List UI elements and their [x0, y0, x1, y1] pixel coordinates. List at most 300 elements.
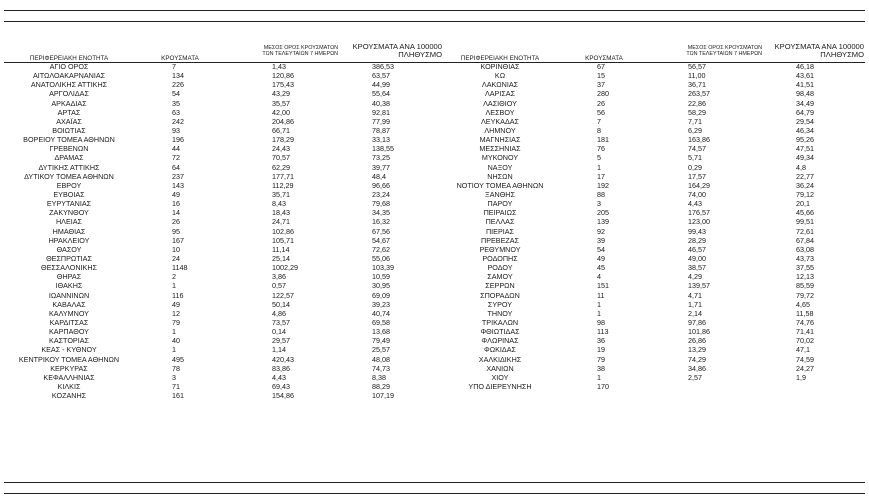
region-cell: ΘΑΣΟΥ	[56, 244, 82, 254]
per100k-cell: 20,1	[796, 199, 810, 209]
region-cell: ΔΥΤΙΚΗΣ ΑΤΤΙΚΗΣ	[38, 162, 100, 172]
cases-cell: 39	[597, 235, 605, 245]
region-cell: ΚΩ	[494, 71, 506, 81]
cases-cell: 1	[172, 281, 176, 291]
region-cell: ΔΥΤΙΚΟΥ ΤΟΜΕΑ ΑΘΗΝΩΝ	[24, 171, 114, 181]
region-cell: ΚΑΒΑΛΑΣ	[52, 299, 86, 309]
avg7-cell: 122,57	[272, 290, 294, 300]
table-row	[440, 263, 869, 272]
cases-cell: 64	[172, 162, 180, 172]
avg7-cell: 66,71	[272, 125, 290, 135]
avg7-cell: 11,14	[272, 244, 290, 254]
region-cell: ΥΠΟ ΔΙΕΡΕΥΝΗΣΗ	[468, 381, 532, 391]
region-cell: ΣΠΟΡΑΔΩΝ	[480, 290, 520, 300]
avg7-cell: 3,86	[272, 272, 286, 282]
per100k-cell: 74,73	[372, 363, 390, 373]
avg7-cell: 49,00	[688, 253, 706, 263]
cases-cell: 1	[597, 299, 601, 309]
per100k-cell: 78,87	[372, 125, 390, 135]
header-cases-label: ΚΡΟΥΣΜΑΤΑ	[161, 55, 199, 62]
cases-cell: 151	[597, 281, 609, 291]
table-row	[0, 99, 440, 108]
per100k-cell: 55,06	[372, 253, 390, 263]
table-bottom-rule	[4, 482, 865, 483]
avg7-cell: 4,43	[688, 199, 702, 209]
table-row	[0, 291, 440, 300]
per100k-cell: 47,51	[796, 144, 814, 154]
cases-cell: 113	[597, 327, 609, 337]
cases-cell: 139	[597, 217, 609, 227]
region-cell: ΞΑΝΘΗΣ	[485, 189, 515, 199]
cases-cell: 54	[597, 244, 605, 254]
per100k-cell: 79,49	[372, 336, 390, 346]
per100k-cell: 48,4	[372, 171, 386, 181]
region-cell: ΕΥΡΥΤΑΝΙΑΣ	[46, 199, 92, 209]
region-cell: ΜΥΚΟΝΟΥ	[481, 153, 519, 163]
region-cell: ΛΑΣΙΘΙΟΥ	[483, 98, 517, 108]
avg7-cell: 24,71	[272, 217, 290, 227]
cases-cell: 1	[172, 345, 176, 355]
avg7-cell: 0,14	[272, 327, 286, 337]
per100k-cell: 79,72	[796, 290, 814, 300]
cases-cell: 92	[597, 226, 605, 236]
per100k-cell: 43,61	[796, 71, 814, 81]
avg7-cell: 97,86	[688, 317, 706, 327]
region-cell: ΛΗΜΝΟΥ	[484, 125, 516, 135]
region-cell: ΤΡΙΚΑΛΩΝ	[481, 317, 519, 327]
cases-cell: 49	[597, 253, 605, 263]
cases-cell: 38	[597, 363, 605, 373]
cases-cell: 37	[597, 80, 605, 90]
region-cell: ΠΡΕΒΕΖΑΣ	[481, 235, 519, 245]
avg7-cell: 154,86	[272, 391, 294, 401]
cases-cell: 88	[597, 189, 605, 199]
table-row	[440, 318, 869, 327]
cases-cell: 35	[172, 98, 180, 108]
cases-cell: 79	[597, 354, 605, 364]
region-cell: ΘΗΡΑΣ	[56, 272, 82, 282]
cases-cell: 167	[172, 235, 184, 245]
avg7-cell: 73,57	[272, 317, 290, 327]
region-cell: ΣΑΜΟΥ	[487, 272, 513, 282]
cases-cell: 26	[597, 98, 605, 108]
table-row	[440, 300, 869, 309]
avg7-cell: 11,00	[688, 71, 706, 81]
per100k-cell: 29,54	[796, 116, 814, 126]
avg7-cell: 56,57	[688, 62, 706, 71]
table-row	[440, 364, 869, 373]
cases-cell: 72	[172, 153, 180, 163]
per100k-cell: 16,32	[372, 217, 390, 227]
table-row	[0, 62, 440, 71]
header-top-rule	[4, 21, 865, 22]
avg7-cell: 24,43	[272, 144, 290, 154]
table-row	[440, 163, 869, 172]
region-cell: ΜΕΣΣΗΝΙΑΣ	[479, 144, 521, 154]
per100k-cell: 34,49	[796, 98, 814, 108]
table-row	[440, 272, 869, 281]
cases-cell: 93	[172, 125, 180, 135]
per100k-cell: 4,65	[796, 299, 810, 309]
cases-cell: 1	[597, 372, 601, 382]
per100k-cell: 77,99	[372, 116, 390, 126]
avg7-cell: 29,57	[272, 336, 290, 346]
region-cell: ΖΑΚΥΝΘΟΥ	[49, 208, 89, 218]
avg7-cell: 69,43	[272, 381, 290, 391]
per100k-cell: 79,68	[372, 199, 390, 209]
region-cell: ΠΕΙΡΑΙΩΣ	[483, 208, 517, 218]
table-row	[0, 254, 440, 263]
cases-cell: 26	[172, 217, 180, 227]
per100k-cell: 40,38	[372, 98, 390, 108]
per100k-cell: 69,58	[372, 317, 390, 327]
avg7-cell: 1002,29	[272, 263, 298, 273]
table-row	[440, 80, 869, 89]
region-cell: ΠΑΡΟΥ	[487, 199, 513, 209]
avg7-cell: 74,57	[688, 144, 706, 154]
per100k-cell: 71,41	[796, 327, 814, 337]
region-cell: ΡΕΘΥΜΝΟΥ	[479, 244, 521, 254]
region-cell: ΑΙΤΩΛΟΑΚΑΡΝΑΝΙΑΣ	[32, 71, 106, 81]
per100k-cell: 10,59	[372, 272, 390, 282]
region-cell: ΚΕΡΚΥΡΑΣ	[50, 363, 88, 373]
table-row	[0, 153, 440, 162]
table-row	[440, 217, 869, 226]
table-row	[440, 99, 869, 108]
avg7-cell: 177,71	[272, 171, 294, 181]
avg7-cell: 1,43	[272, 62, 286, 71]
per100k-cell: 4,8	[796, 162, 806, 172]
table-row	[440, 336, 869, 345]
top-rule	[4, 10, 865, 11]
per100k-cell: 64,79	[796, 107, 814, 117]
cases-cell: 16	[172, 199, 180, 209]
region-cell: ΚΑΡΔΙΤΣΑΣ	[49, 317, 89, 327]
per100k-cell: 74,59	[796, 354, 814, 364]
region-cell: ΚΟΖΑΝΗΣ	[51, 391, 87, 401]
cases-cell: 49	[172, 189, 180, 199]
table-row	[440, 227, 869, 236]
table-row	[0, 236, 440, 245]
cases-cell: 196	[172, 135, 184, 145]
cases-cell: 24	[172, 253, 180, 263]
header-avg7-right	[652, 40, 762, 62]
region-cell: ΗΛΕΙΑΣ	[55, 217, 83, 227]
region-cell: ΦΛΩΡΙΝΑΣ	[481, 336, 519, 346]
cases-cell: 170	[597, 381, 609, 391]
region-cell: ΧΑΛΚΙΔΙΚΗΣ	[478, 354, 522, 364]
region-cell: ΚΕΑΣ - ΚΥΘΝΟΥ	[41, 345, 97, 355]
table-row	[0, 364, 440, 373]
table-row	[0, 345, 440, 354]
cases-cell: 8	[597, 125, 601, 135]
per100k-cell: 41,51	[796, 80, 814, 90]
cases-cell: 54	[172, 89, 180, 99]
avg7-cell: 112,29	[272, 180, 294, 190]
per100k-cell: 13,68	[372, 327, 390, 337]
per100k-cell: 73,25	[372, 153, 390, 163]
cases-cell: 134	[172, 71, 184, 81]
region-cell: ΚΕΦΑΛΛΗΝΙΑΣ	[43, 372, 95, 382]
table-row	[0, 272, 440, 281]
avg7-cell: 34,86	[688, 363, 706, 373]
cases-cell: 237	[172, 171, 184, 181]
per100k-cell: 39,23	[372, 299, 390, 309]
per100k-cell: 36,24	[796, 180, 814, 190]
region-cell: ΕΥΒΟΙΑΣ	[53, 189, 85, 199]
table-row	[0, 135, 440, 144]
per100k-cell: 22,77	[796, 171, 814, 181]
avg7-cell: 175,43	[272, 80, 294, 90]
header-per100k-line2: ΠΛΗΘΥΣΜΟ	[398, 50, 442, 59]
per100k-cell: 63,57	[372, 71, 390, 81]
cases-cell: 1	[172, 327, 176, 337]
cases-cell: 11	[597, 290, 605, 300]
per100k-cell: 96,66	[372, 180, 390, 190]
cases-cell: 181	[597, 135, 609, 145]
cases-cell: 40	[172, 336, 180, 346]
region-cell: ΚΑΣΤΟΡΙΑΣ	[49, 336, 89, 346]
header-avg7-line1: ΜΕΣΟΣ ΟΡΟΣ ΚΡΟΥΣΜΑΤΩΝ	[687, 45, 762, 51]
avg7-cell: 74,29	[688, 354, 706, 364]
avg7-cell: 263,57	[688, 89, 710, 99]
per100k-cell: 47,1	[796, 345, 810, 355]
header-region-right	[440, 40, 560, 62]
per100k-cell: 30,95	[372, 281, 390, 291]
cases-cell: 192	[597, 180, 609, 190]
header-region-label: ΠΕΡΙΦΕΡΕΙΑΚΗ ΕΝΟΤΗΤΑ	[460, 55, 540, 62]
avg7-cell: 4,43	[272, 372, 286, 382]
cases-cell: 95	[172, 226, 180, 236]
table-row	[0, 89, 440, 98]
per100k-cell: 45,66	[796, 208, 814, 218]
per100k-cell: 95,26	[796, 135, 814, 145]
region-cell: ΑΝΑΤΟΛΙΚΗΣ ΑΤΤΙΚΗΣ	[30, 80, 108, 90]
cases-cell: 3	[597, 199, 601, 209]
header-per100k-line1: ΚΡΟΥΣΜΑΤΑ ΑΝΑ 100000	[352, 42, 442, 51]
per100k-cell: 25,57	[372, 345, 390, 355]
avg7-cell: 102,86	[272, 226, 294, 236]
cases-cell: 2	[172, 272, 176, 282]
cases-cell: 7	[172, 62, 176, 71]
avg7-cell: 5,71	[688, 153, 702, 163]
cases-cell: 17	[597, 171, 605, 181]
region-cell: ΗΜΑΘΙΑΣ	[52, 226, 86, 236]
per100k-cell: 1,9	[796, 372, 806, 382]
table-row	[440, 355, 869, 364]
cases-cell: 98	[597, 317, 605, 327]
region-cell: ΘΕΣΠΡΩΤΙΑΣ	[46, 253, 92, 263]
avg7-cell: 0,57	[272, 281, 286, 291]
table-row	[440, 382, 869, 391]
table-row	[440, 108, 869, 117]
table-row	[440, 245, 869, 254]
table-row	[0, 318, 440, 327]
avg7-cell: 25,14	[272, 253, 290, 263]
header-region-left	[4, 40, 134, 62]
region-cell: ΜΑΓΝΗΣΙΑΣ	[479, 135, 521, 145]
avg7-cell: 1,71	[688, 299, 702, 309]
table-row	[0, 71, 440, 80]
region-cell: ΦΩΚΙΔΑΣ	[484, 345, 516, 355]
table-row	[440, 236, 869, 245]
per100k-cell: 107,19	[372, 391, 394, 401]
header-cases-right	[572, 40, 636, 62]
table-row	[440, 345, 869, 354]
avg7-cell: 163,86	[688, 135, 710, 145]
per100k-cell: 138,55	[372, 144, 394, 154]
avg7-cell: 70,57	[272, 153, 290, 163]
table-row	[440, 71, 869, 80]
table-row	[0, 281, 440, 290]
per100k-cell: 74,76	[796, 317, 814, 327]
region-cell: ΧΙΟΥ	[491, 372, 509, 382]
table-row	[0, 126, 440, 135]
per100k-cell: 49,34	[796, 153, 814, 163]
per100k-cell: 67,56	[372, 226, 390, 236]
region-cell: ΒΟΙΩΤΙΑΣ	[52, 125, 86, 135]
avg7-cell: 99,43	[688, 226, 706, 236]
header-avg7-line2: ΤΩΝ ΤΕΛΕΥΤΑΙΩΝ 7 ΗΜΕΡΩΝ	[262, 51, 338, 57]
avg7-cell: 46,57	[688, 244, 706, 254]
avg7-cell: 123,00	[688, 217, 710, 227]
table-row	[440, 199, 869, 208]
cases-cell: 1148	[172, 263, 188, 273]
per100k-cell: 34,35	[372, 208, 390, 218]
avg7-cell: 0,29	[688, 162, 702, 172]
avg7-cell: 28,29	[688, 235, 706, 245]
per100k-cell: 11,58	[796, 308, 814, 318]
cases-cell: 1	[597, 162, 601, 172]
per100k-cell: 79,12	[796, 189, 814, 199]
per100k-cell: 39,77	[372, 162, 390, 172]
region-cell: ΝΗΣΩΝ	[487, 171, 513, 181]
avg7-cell: 38,57	[688, 263, 706, 273]
per100k-cell: 40,74	[372, 308, 390, 318]
region-cell: ΛΑΡΙΣΑΣ	[484, 89, 516, 99]
cases-cell: 7	[597, 116, 601, 126]
avg7-cell: 178,29	[272, 135, 294, 145]
table-row	[0, 199, 440, 208]
avg7-cell: 164,29	[688, 180, 710, 190]
region-cell: ΓΡΕΒΕΝΩΝ	[49, 144, 89, 154]
avg7-cell: 1,14	[272, 345, 286, 355]
region-cell: ΠΕΛΛΑΣ	[485, 217, 515, 227]
table-row	[440, 153, 869, 162]
table-row	[0, 327, 440, 336]
per100k-cell: 23,24	[372, 189, 390, 199]
cases-cell: 3	[172, 372, 176, 382]
table-row	[0, 373, 440, 382]
per100k-cell: 43,73	[796, 253, 814, 263]
cases-cell: 10	[172, 244, 180, 254]
table-row	[0, 172, 440, 181]
avg7-cell: 22,86	[688, 98, 706, 108]
header-cases-label: ΚΡΟΥΣΜΑΤΑ	[585, 55, 623, 62]
per100k-cell: 99,51	[796, 217, 814, 227]
per100k-cell: 70,02	[796, 336, 814, 346]
header-per100k-line2: ΠΛΗΘΥΣΜΟ	[820, 50, 864, 59]
region-cell: ΣΕΡΡΩΝ	[485, 281, 515, 291]
avg7-cell: 4,86	[272, 308, 286, 318]
region-cell: ΑΡΚΑΔΙΑΣ	[51, 98, 87, 108]
region-cell: ΝΟΤΙΟΥ ΤΟΜΕΑ ΑΘΗΝΩΝ	[456, 180, 544, 190]
cases-cell: 76	[597, 144, 605, 154]
region-cell: ΑΡΓΟΛΙΔΑΣ	[49, 89, 89, 99]
per100k-cell: 48,08	[372, 354, 390, 364]
per100k-cell: 46,34	[796, 125, 814, 135]
per100k-cell: 37,55	[796, 263, 814, 273]
cases-cell: 56	[597, 107, 605, 117]
table-row	[440, 254, 869, 263]
region-cell: ΙΩΑΝΝΙΝΩΝ	[48, 290, 90, 300]
avg7-cell: 26,86	[688, 336, 706, 346]
region-cell: ΚΕΝΤΡΙΚΟΥ ΤΟΜΕΑ ΑΘΗΝΩΝ	[18, 354, 120, 364]
cases-cell: 79	[172, 317, 180, 327]
cases-cell: 71	[172, 381, 180, 391]
table-row	[440, 309, 869, 318]
table-row	[0, 309, 440, 318]
avg7-cell: 17,57	[688, 171, 706, 181]
cases-cell: 280	[597, 89, 609, 99]
table-row	[0, 190, 440, 199]
avg7-cell: 101,86	[688, 327, 710, 337]
region-cell: ΧΑΝΙΩΝ	[486, 363, 514, 373]
avg7-cell: 4,29	[688, 272, 702, 282]
table-row	[0, 80, 440, 89]
table-row	[0, 208, 440, 217]
table-row	[0, 336, 440, 345]
cases-cell: 143	[172, 180, 184, 190]
region-cell: ΚΙΛΚΙΣ	[57, 381, 81, 391]
avg7-cell: 6,29	[688, 125, 702, 135]
table-row	[440, 144, 869, 153]
header-region-label: ΠΕΡΙΦΕΡΕΙΑΚΗ ΕΝΟΤΗΤΑ	[29, 55, 109, 62]
cases-cell: 14	[172, 208, 180, 218]
per100k-cell: 55,64	[372, 89, 390, 99]
cases-cell: 226	[172, 80, 184, 90]
table-row	[440, 281, 869, 290]
cases-cell: 19	[597, 345, 605, 355]
per100k-cell: 54,67	[372, 235, 390, 245]
region-cell: ΡΟΔΟΥ	[487, 263, 513, 273]
per100k-cell: 67,84	[796, 235, 814, 245]
per100k-cell: 46,18	[796, 62, 814, 71]
avg7-cell: 36,71	[688, 80, 706, 90]
table-row	[440, 89, 869, 98]
region-cell: ΔΡΑΜΑΣ	[54, 153, 84, 163]
avg7-cell: 2,57	[688, 372, 702, 382]
cases-cell: 5	[597, 153, 601, 163]
avg7-cell: 4,71	[688, 290, 702, 300]
per100k-cell: 98,48	[796, 89, 814, 99]
table-row	[0, 227, 440, 236]
avg7-cell: 7,71	[688, 116, 702, 126]
table-row	[0, 263, 440, 272]
cases-cell: 15	[597, 71, 605, 81]
per100k-cell: 63,08	[796, 244, 814, 254]
cases-cell: 161	[172, 391, 184, 401]
table-row	[440, 327, 869, 336]
per100k-cell: 85,59	[796, 281, 814, 291]
table-row	[440, 117, 869, 126]
avg7-cell: 43,29	[272, 89, 290, 99]
cases-cell: 78	[172, 363, 180, 373]
region-cell: ΙΘΑΚΗΣ	[55, 281, 83, 291]
region-cell: ΚΑΡΠΑΘΟΥ	[49, 327, 89, 337]
cases-cell: 1	[597, 308, 601, 318]
cases-cell: 12	[172, 308, 180, 318]
